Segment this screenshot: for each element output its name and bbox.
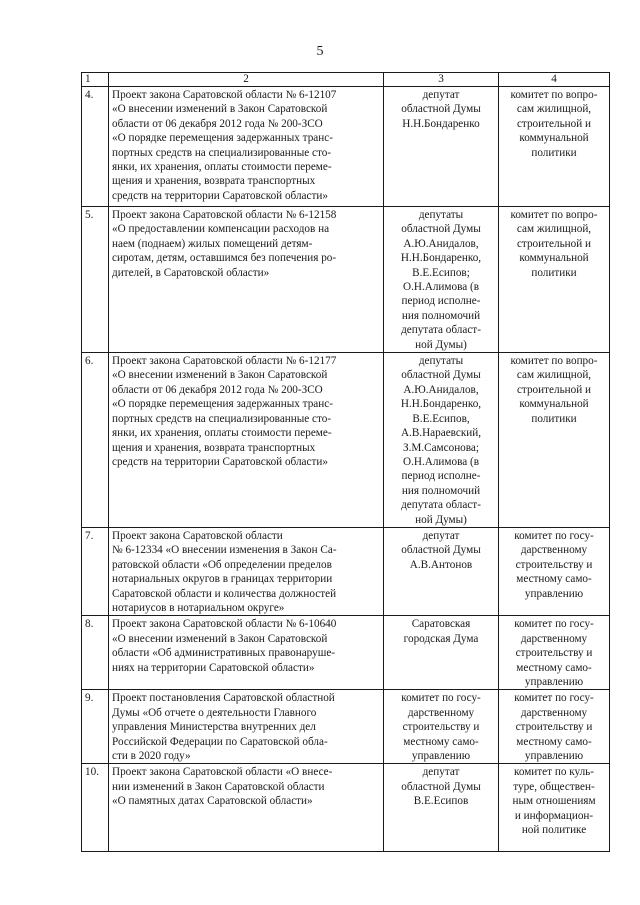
bill-description-line: янки, их хранения, оплаты стоимости переме-: [112, 427, 332, 440]
bill-description-line: «О предоставлении компенсации расходов на: [112, 223, 330, 236]
table-row: [82, 764, 610, 852]
bill-author-line: местному само-: [403, 735, 479, 748]
bill-author: [384, 764, 499, 852]
bill-author-line: областной Думы: [401, 103, 481, 116]
bill-description-line: Проект закона Саратовской области № 6-12158: [112, 209, 337, 221]
responsible-committee-line: комитет по куль-: [513, 766, 595, 779]
bill-author-line: городская Дума: [403, 632, 479, 645]
bill-description-line: щения и хранения, возврата транспортных: [112, 175, 316, 188]
responsible-committee: [499, 764, 610, 852]
bill-author-line: депутаты: [418, 355, 464, 368]
bill-author-line: О.Н.Алимова (в: [403, 281, 479, 294]
bill-author-line: депутаты: [418, 209, 464, 221]
bill-author-line: строительству и: [402, 721, 480, 734]
bill-author-line: ния полномочий: [401, 309, 481, 322]
bill-description-line: нотариальных округов в границах территории: [112, 573, 333, 586]
table-row: [82, 207, 610, 353]
bill-description-line: «О памятных датах Саратовской области»: [112, 795, 313, 808]
responsible-committee-line: строительству и: [515, 647, 593, 660]
bill-description-line: «О порядке перемещения задержанных транс-: [112, 132, 333, 145]
bill-description-line: области от 06 декабря 2012 года № 200-ЗСО: [112, 383, 323, 396]
responsible-committee-line: строительной и: [516, 383, 592, 396]
responsible-committee-line: комитет по госу-: [514, 692, 594, 705]
bill-author-line: О.Н.Алимова (в: [403, 455, 479, 468]
bill-author: [384, 616, 499, 690]
bill-author-line: Саратовская: [411, 618, 471, 631]
bill-author-line: дарственному: [407, 706, 475, 719]
responsible-committee-line: и информацион-: [514, 809, 594, 822]
responsible-committee-line: управлению: [524, 676, 584, 688]
bill-author-line: депутата област-: [401, 499, 481, 512]
bill-author-line: период исполне-: [401, 470, 481, 483]
page-number: 5: [316, 44, 324, 59]
bill-description-line: «О внесении изменений в Закон Саратовской: [112, 632, 328, 645]
responsible-committee: [499, 527, 610, 615]
responsible-committee-line: строительству и: [515, 558, 593, 571]
responsible-committee-line: комитет по госу-: [514, 529, 594, 542]
bill-author: [384, 527, 499, 615]
responsible-committee-line: строительству и: [515, 721, 593, 734]
bill-author-line: В.Е.Есипов,: [412, 412, 470, 425]
bill-author-line: ния полномочий: [401, 484, 481, 497]
bill-description-line: «О внесении изменений в Закон Саратовской: [112, 103, 328, 116]
bill-author-line: З.М.Самсонова;: [402, 441, 479, 454]
bill-description-line: «О порядке перемещения задержанных транс-: [112, 398, 333, 411]
table-row: [82, 616, 610, 690]
bill-author-line: Н.Н.Бондаренко: [402, 117, 480, 130]
bill-description: [109, 87, 384, 207]
table-row: [82, 87, 610, 207]
bill-author-line: В.Е.Есипов: [413, 795, 469, 808]
bill-author-line: ной Думы): [415, 513, 467, 526]
table-row: [82, 353, 610, 528]
bill-description-line: области «Об административных правонаруше-: [112, 647, 336, 660]
column-header-description: 2: [109, 73, 384, 87]
responsible-committee-line: местному само-: [516, 735, 592, 748]
bill-description-line: Проект закона Саратовской области № 6-12177: [112, 355, 337, 368]
bill-author-line: областной Думы: [401, 369, 481, 382]
row-number: 4.: [82, 87, 109, 207]
responsible-committee: [499, 207, 610, 353]
bill-author-line: А.В.Антонов: [409, 558, 473, 571]
bill-description-line: портных средств на специализированные сто-: [112, 146, 332, 159]
bill-author: [384, 353, 499, 528]
bill-description-line: Думы «Об отчете о деятельности Главного: [112, 706, 317, 719]
responsible-committee-line: местному само-: [516, 661, 592, 674]
bill-description: [109, 353, 384, 528]
column-header-committee: 4: [499, 73, 610, 87]
bill-description-line: сиротам, детям, оставшимся без попечения ро-: [112, 252, 337, 265]
bill-author: [384, 207, 499, 353]
responsible-committee-line: комитет по госу-: [514, 618, 594, 631]
responsible-committee: [499, 616, 610, 690]
responsible-committee-line: туре, обществен-: [513, 780, 595, 793]
bill-description-line: Проект закона Саратовской области: [112, 529, 283, 542]
bill-author-line: областной Думы: [401, 780, 481, 793]
bill-author-line: В.Е.Есипов;: [412, 266, 470, 279]
column-header-author: 3: [384, 73, 499, 87]
responsible-committee-line: комитет по вопро-: [510, 355, 598, 368]
bill-description-line: средств на территории Саратовской области»: [112, 189, 328, 202]
responsible-committee-line: ной политике: [521, 824, 587, 837]
responsible-committee-line: управлению: [524, 750, 584, 763]
bill-description-line: Российской Федерации по Саратовской обла-: [112, 735, 328, 748]
bill-author: [384, 87, 499, 207]
bill-description-line: Проект закона Саратовской области № 6-10640: [112, 618, 337, 631]
bill-author-line: областной Думы: [401, 223, 481, 236]
row-number: 7.: [82, 527, 109, 615]
responsible-committee: [499, 87, 610, 207]
responsible-committee-line: местному само-: [516, 573, 592, 586]
responsible-committee-line: дарственному: [520, 544, 588, 557]
bill-description-line: № 6-12334 «О внесении изменения в Закон Са-: [112, 544, 337, 557]
responsible-committee-line: дарственному: [520, 706, 588, 719]
responsible-committee-line: сам жилищной,: [516, 369, 592, 382]
bill-author-line: А.Ю.Анидалов,: [403, 383, 479, 396]
bill-author-line: комитет по госу-: [401, 692, 481, 705]
responsible-committee-line: коммунальной: [519, 252, 589, 265]
bill-description-line: Проект закона Саратовской области № 6-12107: [112, 89, 337, 101]
bill-description-line: ратовской области «Об определении пределов: [112, 558, 332, 571]
bill-description-line: нии изменений в Закон Саратовской области: [112, 780, 325, 793]
bill-author: [384, 690, 499, 764]
bill-description-line: портных средств на специализированные сто-: [112, 412, 332, 425]
bill-description: [109, 527, 384, 615]
bill-author-line: депутата област-: [401, 324, 481, 337]
row-number: 5.: [82, 207, 109, 353]
responsible-committee-line: управлению: [524, 587, 584, 600]
bill-author-line: А.В.Нараевский,: [400, 427, 482, 440]
row-number: 8.: [82, 616, 109, 690]
bill-author-line: период исполне-: [401, 295, 481, 308]
bill-description: [109, 690, 384, 764]
bill-author-line: депутат: [422, 766, 460, 779]
bill-description-line: ниях на территории Саратовской области»: [112, 661, 315, 674]
bill-description: [109, 616, 384, 690]
responsible-committee: [499, 690, 610, 764]
responsible-committee-line: политики: [531, 146, 577, 159]
bill-author-line: Н.Н.Бондаренко,: [400, 252, 482, 265]
responsible-committee-line: сам жилищной,: [516, 103, 592, 116]
responsible-committee-line: политики: [531, 412, 577, 425]
table-row: [82, 690, 610, 764]
bill-description-line: дителей, в Саратовской области»: [112, 266, 270, 279]
responsible-committee-line: строительной и: [516, 237, 592, 250]
bill-author-line: депутат: [422, 529, 460, 542]
responsible-committee-line: ным отношениям: [512, 795, 596, 808]
bill-description-line: Проект закона Саратовской области «О внесе-: [112, 766, 333, 779]
responsible-committee-line: строительной и: [516, 117, 592, 130]
responsible-committee-line: комитет по вопро-: [510, 89, 598, 101]
bill-author-line: депутат: [422, 89, 460, 101]
bill-description-line: управления Министерства внутренних дел: [112, 721, 316, 734]
bill-description: [109, 207, 384, 353]
bill-description-line: Саратовской области и количества должностей: [112, 587, 337, 600]
bill-author-line: Н.Н.Бондаренко,: [400, 398, 482, 411]
bill-description-line: нотариусов в нотариальном округе»: [112, 601, 285, 614]
responsible-committee-line: коммунальной: [519, 132, 589, 145]
table-header-row: [82, 73, 610, 87]
responsible-committee: [499, 353, 610, 528]
bill-author-line: управлению: [411, 750, 471, 763]
bill-description-line: области от 06 декабря 2012 года № 200-ЗСО: [112, 117, 323, 130]
responsible-committee-line: комитет по вопро-: [510, 209, 598, 221]
bill-description-line: «О внесении изменений в Закон Саратовской: [112, 369, 328, 382]
bill-author-line: А.Ю.Анидалов,: [403, 237, 479, 250]
responsible-committee-line: коммунальной: [519, 398, 589, 411]
responsible-committee-line: сам жилищной,: [516, 223, 592, 236]
row-number: 6.: [82, 353, 109, 528]
bill-author-line: ной Думы): [415, 338, 467, 351]
column-header-number: 1: [82, 73, 109, 87]
bill-description-line: щения и хранения, возврата транспортных: [112, 441, 316, 454]
bill-description-line: наем (поднаем) жилых помещений детям-: [112, 237, 313, 250]
agenda-table: [81, 72, 610, 852]
bill-description-line: Проект постановления Саратовской областной: [112, 692, 335, 705]
table-row: [82, 527, 610, 615]
bill-description: [109, 764, 384, 852]
bill-description-line: средств на территории Саратовской области»: [112, 455, 328, 468]
row-number: 9.: [82, 690, 109, 764]
bill-author-line: областной Думы: [401, 544, 481, 557]
bill-description-line: сти в 2020 году»: [112, 750, 191, 763]
responsible-committee-line: политики: [531, 266, 577, 279]
responsible-committee-line: дарственному: [520, 632, 588, 645]
bill-description-line: янки, их хранения, оплаты стоимости переме-: [112, 161, 332, 174]
row-number: 10.: [82, 764, 109, 852]
